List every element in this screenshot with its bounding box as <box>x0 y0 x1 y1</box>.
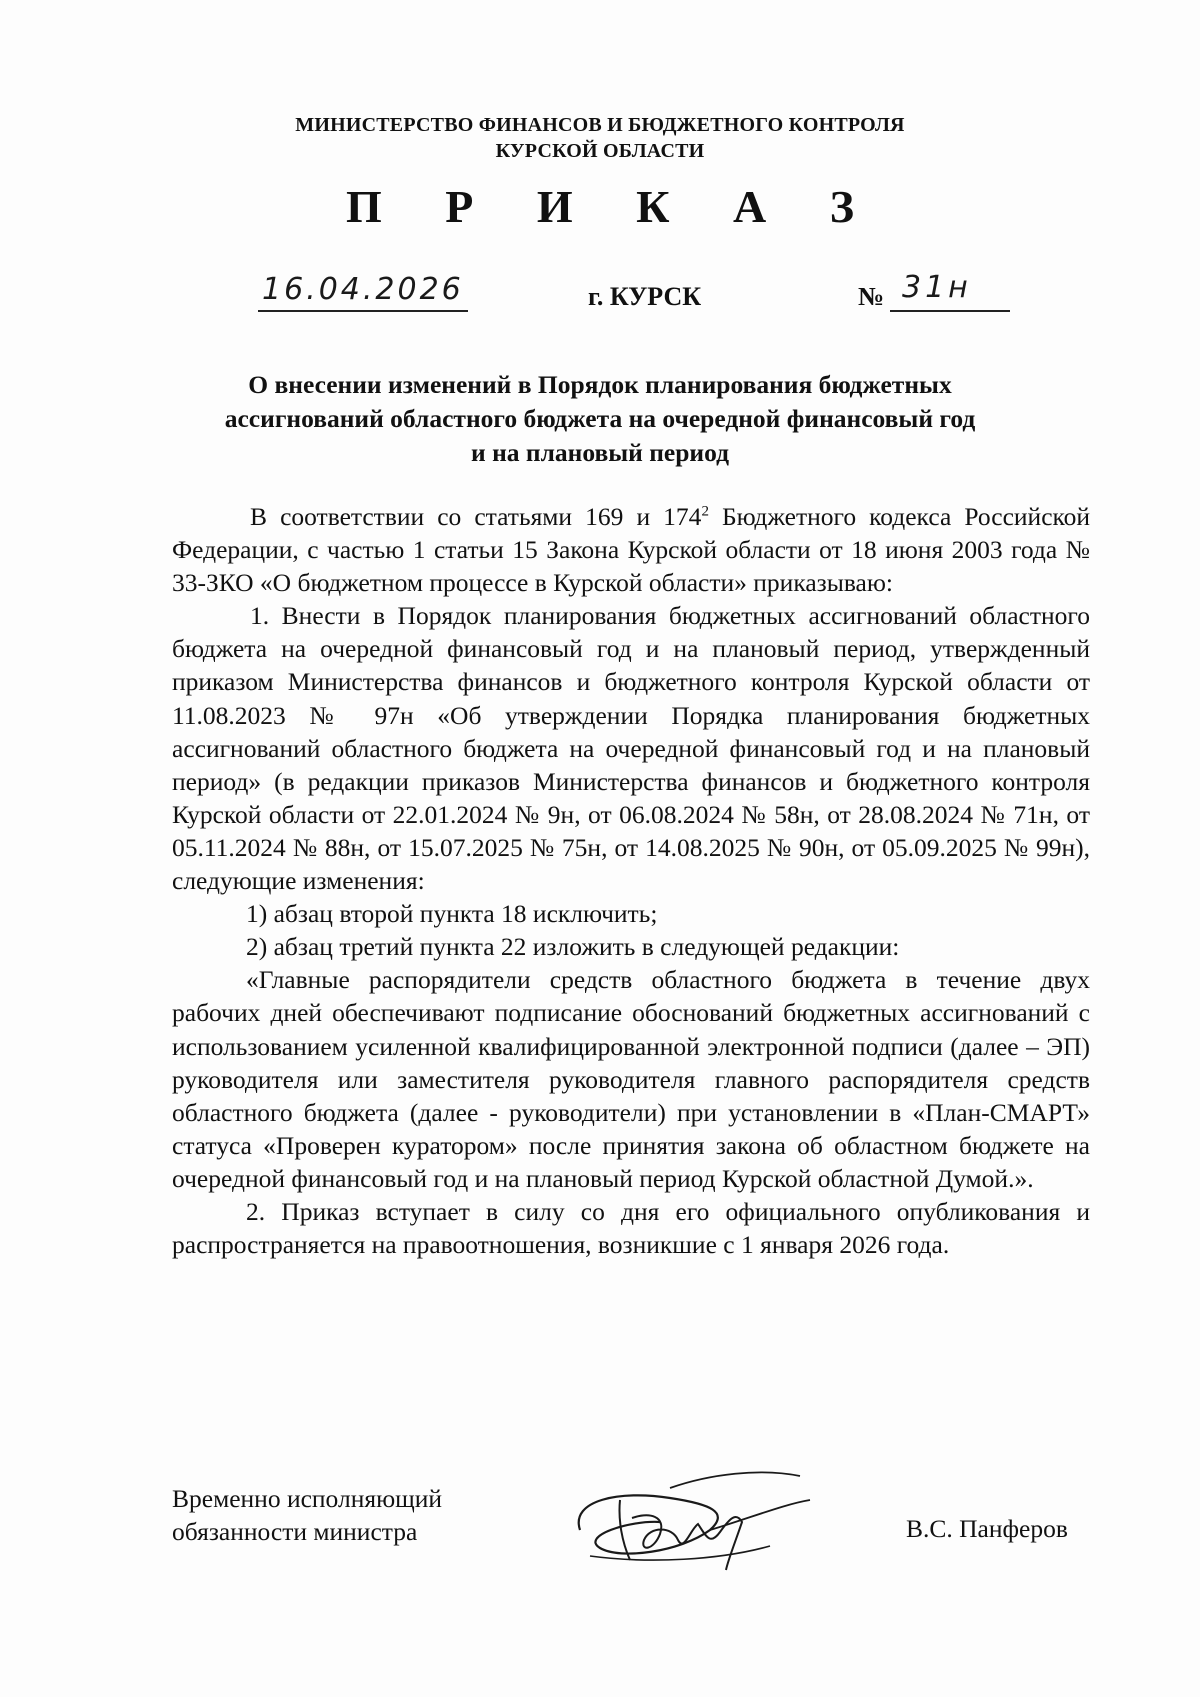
date-underline <box>258 310 468 312</box>
subitem-2-paragraph: 2) абзац третий пункта 22 изложить в следующей редакции: <box>246 932 900 962</box>
ministry-line-2: КУРСКОЙ ОБЛАСТИ <box>495 140 705 162</box>
subitem-1-paragraph: 1) абзац второй пункта 18 исключить; <box>246 899 658 929</box>
subject-line-3: и на плановый период <box>471 438 729 467</box>
order-body <box>172 500 1090 1261</box>
signer-position-line-1: Временно исполняющий <box>172 1484 443 1513</box>
order-number-label: № <box>858 282 885 311</box>
signer-position-line-2: обязанности министра <box>172 1517 418 1546</box>
ministry-header <box>0 112 1200 164</box>
number-underline <box>890 310 1010 312</box>
intro-part-1: В соответствии со статьями 169 и 174 <box>250 502 702 531</box>
ministry-line-1: МИНИСТЕРСТВО ФИНАНСОВ И БЮДЖЕТНОГО КОНТРОЛЯ <box>295 114 905 136</box>
order-date: 16.04.2026 <box>262 272 464 307</box>
order-subject <box>150 368 1050 470</box>
order-city: г. КУРСК <box>588 282 702 311</box>
signer-position <box>172 1482 442 1548</box>
order-number: 31н <box>902 270 972 305</box>
item-2-paragraph: 2. Приказ вступает в силу со дня его официального опубликования и распространяется на правоотношения, возникшие с 1 января 2026 года. <box>172 1196 1090 1260</box>
item-1-paragraph: 1. Внести в Порядок планирования бюджетных ассигнований областного бюджета на очередной финансовый год и на плановый период, утвержденный приказом Министерства финансов и бюджетного контроля Курской области от 11.08.2023 № 97н «Об утверждении Порядка планирования бюджетных ассигнований областного бюджета на очередной финансовый год и на плановый период» (в редакции приказов Министерства финансов и бюджетного контроля Курской области от 22.01.2024 № 9н, от 06.08.2024 № 58н, от 28.08.2024 № 71н, от 05.11.2024 № 88н, от 15.07.2025 № 75н, от 14.08.2025 № 90н, от 05.09.2025 № 99н), следующие изменения: <box>172 601 1090 896</box>
handwritten-signature <box>560 1460 820 1580</box>
subject-line-1: О внесении изменений в Порядок планирования бюджетных <box>248 370 952 399</box>
document-title: П Р И К А З <box>345 181 880 232</box>
quote-paragraph: «Главные распорядители средств областного бюджета в течение двух рабочих дней обеспечивают подписание обоснований бюджетных ассигнований с использованием усиленной квалифицированной электронной подписи (далее – ЭП) руководителя или заместителя руководителя главного распорядителя средств областного бюджета (далее - руководители) при установлении в «План-СМАРТ» статуса «Проверен куратором» после принятия закона об областном бюджете на очередной финансовый год и на плановый период Курской областной Думой.». <box>172 965 1090 1193</box>
intro-superscript: 2 <box>701 503 709 520</box>
intro-part-2: Бюджетного кодекса Российской Федерации, с частью 1 статьи 15 Закона Курской области от 18 июня 2003 года № 33-ЗКО «О бюджетном процессе в Курской области» приказываю: <box>172 502 1091 598</box>
intro-paragraph <box>172 500 1090 599</box>
signer-name: В.С. Панферов <box>906 1514 1068 1543</box>
subject-line-2: ассигнований областного бюджета на очередной финансовый год <box>224 404 976 433</box>
